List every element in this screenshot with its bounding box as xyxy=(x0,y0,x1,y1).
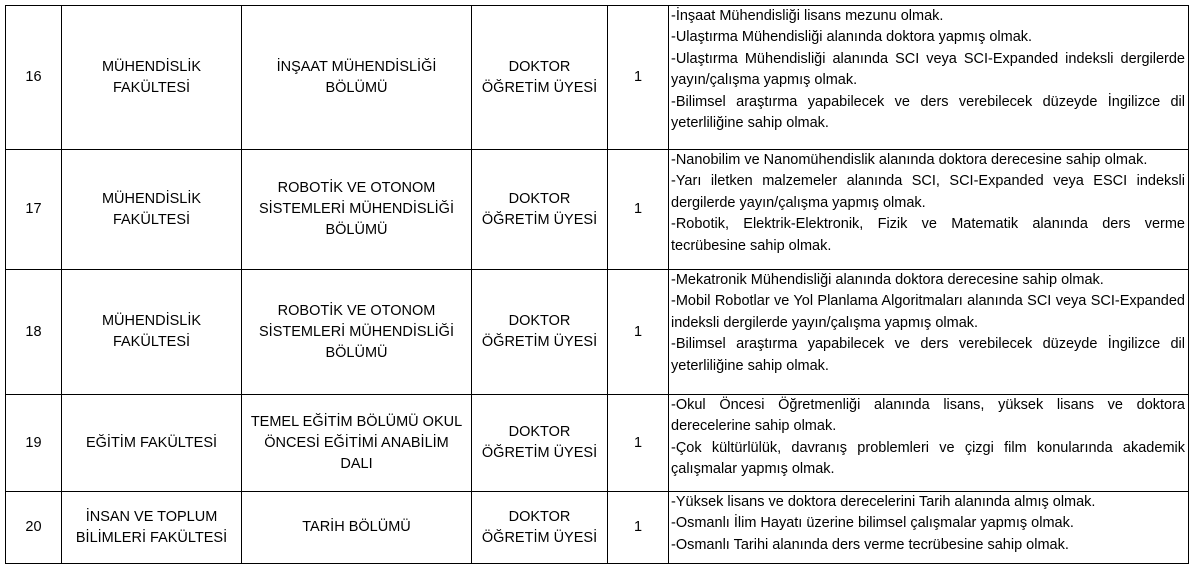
requirement-item: -Çok kültürlülük, davranış problemleri ve çizgi film konularında akademik çalışmalar yapmış olmak. xyxy=(671,439,1185,478)
title-cell xyxy=(472,270,608,395)
title-line: DOKTOR xyxy=(508,508,571,525)
title-line: ÖĞRETİM ÜYESİ xyxy=(481,79,598,96)
title-line: DOKTOR xyxy=(508,58,571,75)
department-line: ROBOTİK VE OTONOM xyxy=(277,302,436,319)
department-line: BÖLÜMÜ xyxy=(325,79,388,96)
requirement-item: -Okul Öncesi Öğretmenliği alanında lisans, yüksek lisans ve doktora derecelerine sahip olmak. xyxy=(671,397,1185,435)
positions-table-body xyxy=(6,6,1189,564)
requirement-item: -Ulaştırma Mühendisliği alanında doktora yapmış olmak. xyxy=(671,29,1033,46)
requirement-item: -Yarı iletken malzemeler alanında SCI, SCI-Expanded veya ESCI indeksli dergilerde yayın/çalışma yapmış olmak. xyxy=(671,173,1185,211)
faculty-cell xyxy=(62,6,242,150)
faculty-cell xyxy=(62,395,242,492)
faculty-line: İNSAN VE TOPLUM xyxy=(85,508,218,525)
department-line: TEMEL EĞİTİM BÖLÜMÜ OKUL xyxy=(250,413,463,430)
row-number-cell: 19 xyxy=(6,395,62,492)
department-line: İNŞAAT MÜHENDİSLİĞİ xyxy=(276,58,437,75)
department-line: SİSTEMLERİ MÜHENDİSLİĞİ xyxy=(259,323,454,340)
title-line: DOKTOR xyxy=(508,424,571,440)
requirement-item: -Bilimsel araştırma yapabilecek ve ders verebilecek düzeyde İngilizce dil yeterliliğine sahip olmak. xyxy=(671,336,1185,374)
faculty-line: FAKÜLTESİ xyxy=(112,334,191,350)
requirements-cell xyxy=(669,395,1189,492)
requirements-cell xyxy=(669,270,1189,395)
faculty-line: BİLİMLERİ FAKÜLTESİ xyxy=(75,529,228,546)
faculty-cell xyxy=(62,270,242,395)
table-row xyxy=(6,395,1189,492)
department-cell xyxy=(242,150,472,270)
department-cell xyxy=(242,6,472,150)
faculty-cell xyxy=(62,150,242,270)
faculty-line: FAKÜLTESİ xyxy=(112,211,191,228)
faculty-line: FAKÜLTESİ xyxy=(112,79,191,96)
title-line: ÖĞRETİM ÜYESİ xyxy=(481,445,598,461)
department-cell xyxy=(242,395,472,492)
department-line: TARİH BÖLÜMÜ xyxy=(302,519,411,535)
department-line: ROBOTİK VE OTONOM xyxy=(277,180,436,196)
title-cell xyxy=(472,492,608,564)
requirement-item: -Osmanlı Tarihi alanında ders verme tecrübesine sahip olmak. xyxy=(671,536,1069,553)
table-row xyxy=(6,492,1189,564)
requirement-item: -Robotik, Elektrik-Elektronik, Fizik ve Matematik alanında ders verme tecrübesine sahip olmak. xyxy=(671,216,1185,254)
positions-table xyxy=(5,5,1189,564)
table-row xyxy=(6,6,1189,150)
requirement-item: -Yüksek lisans ve doktora derecelerini Tarih alanında almış olmak. xyxy=(671,494,1096,510)
department-cell xyxy=(242,492,472,564)
count-cell: 1 xyxy=(608,492,669,564)
requirements-cell xyxy=(669,492,1189,564)
faculty-line: EĞİTİM FAKÜLTESİ xyxy=(85,434,218,451)
faculty-line: MÜHENDİSLİK xyxy=(101,313,202,329)
row-number-cell: 18 xyxy=(6,270,62,395)
department-line: BÖLÜMÜ xyxy=(325,222,388,238)
department-line: DALI xyxy=(340,455,373,472)
requirement-item: -Bilimsel araştırma yapabilecek ve ders verebilecek düzeyde İngilizce dil yeterliliğine sahip olmak. xyxy=(671,93,1185,132)
requirements-cell xyxy=(669,150,1189,270)
requirement-item: -İnşaat Mühendisliği lisans mezunu olmak. xyxy=(671,8,944,24)
row-number-cell: 17 xyxy=(6,150,62,270)
faculty-line: MÜHENDİSLİK xyxy=(101,58,202,75)
requirement-item: -Mekatronik Mühendisliği alanında doktora derecesine sahip olmak. xyxy=(671,272,1104,288)
table-row xyxy=(6,270,1189,395)
count-cell: 1 xyxy=(608,270,669,395)
title-line: ÖĞRETİM ÜYESİ xyxy=(481,211,598,228)
department-line: SİSTEMLERİ MÜHENDİSLİĞİ xyxy=(259,201,454,217)
requirement-item: -Nanobilim ve Nanomühendislik alanında doktora derecesine sahip olmak. xyxy=(671,152,1148,168)
title-line: DOKTOR xyxy=(508,313,571,329)
requirement-item: -Mobil Robotlar ve Yol Planlama Algoritmaları alanında SCI veya SCI-Expanded indeksli dergilerde yayın/çalışma yapmış olmak. xyxy=(671,293,1185,331)
department-line: BÖLÜMÜ xyxy=(325,344,388,361)
faculty-cell xyxy=(62,492,242,564)
faculty-line: MÜHENDİSLİK xyxy=(101,190,202,207)
title-line: ÖĞRETİM ÜYESİ xyxy=(481,529,598,546)
title-line: DOKTOR xyxy=(508,190,571,207)
title-line: ÖĞRETİM ÜYESİ xyxy=(481,334,598,350)
row-number-cell: 20 xyxy=(6,492,62,564)
department-line: ÖNCESİ EĞİTİMİ ANABİLİM xyxy=(264,434,449,451)
table-row xyxy=(6,150,1189,270)
requirements-cell xyxy=(669,6,1189,150)
requirement-item: -Ulaştırma Mühendisliği alanında SCI veya SCI-Expanded indeksli dergilerde yayın/çalışma yapmış olmak. xyxy=(671,50,1185,89)
requirement-item: -Osmanlı İlim Hayatı üzerine bilimsel çalışmalar yapmış olmak. xyxy=(671,515,1074,532)
title-cell xyxy=(472,395,608,492)
title-cell xyxy=(472,6,608,150)
department-cell xyxy=(242,270,472,395)
count-cell: 1 xyxy=(608,395,669,492)
count-cell: 1 xyxy=(608,6,669,150)
row-number-cell: 16 xyxy=(6,6,62,150)
count-cell: 1 xyxy=(608,150,669,270)
title-cell xyxy=(472,150,608,270)
